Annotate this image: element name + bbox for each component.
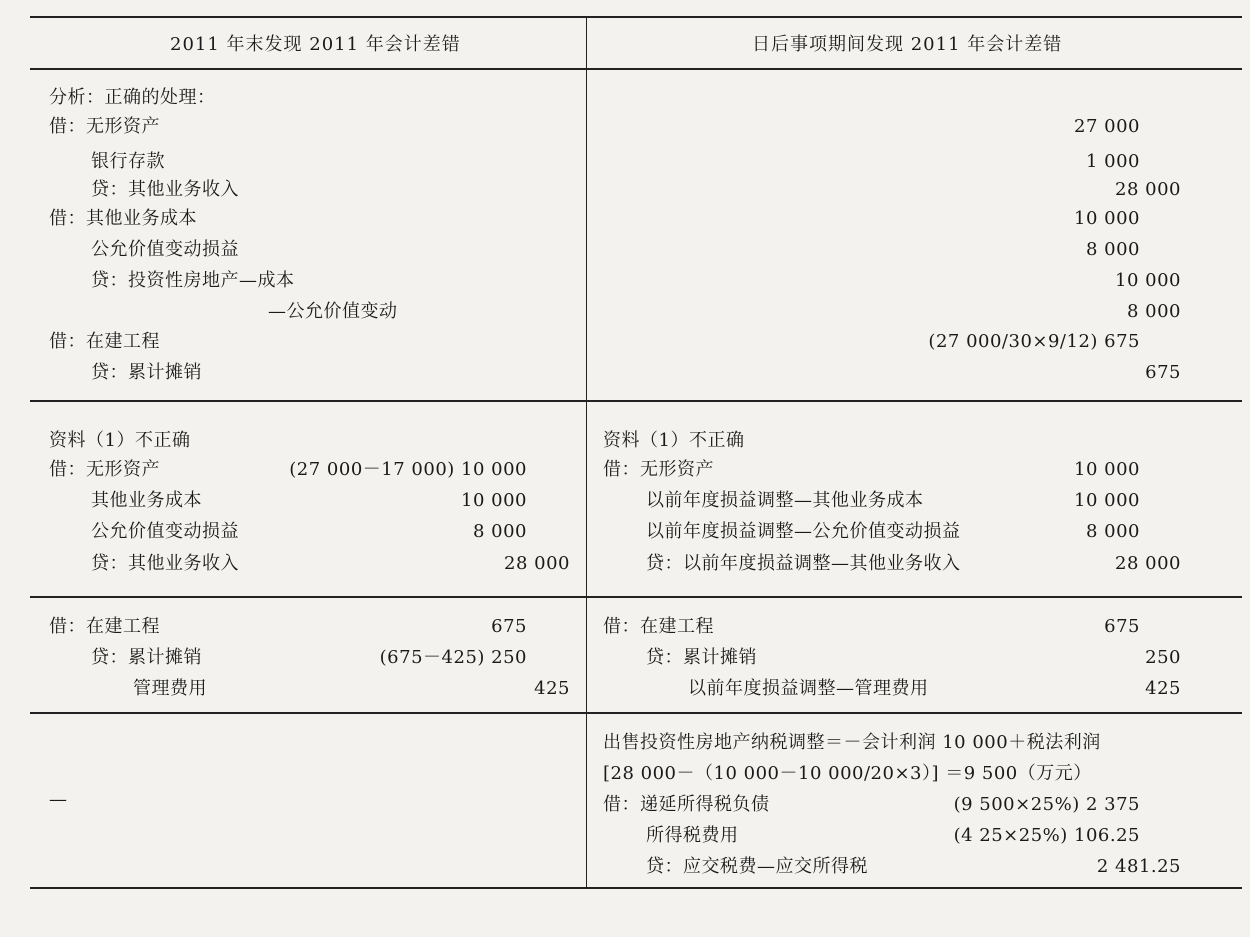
right-section-title: 资料（1）不正确 bbox=[603, 430, 745, 451]
section-divider-3 bbox=[30, 712, 1242, 714]
entry-line: 贷：投资性房地产—成本 bbox=[91, 270, 295, 291]
entry-line: 贷：累计摊销 bbox=[91, 647, 202, 668]
entry-line: 借：无形资产 bbox=[603, 459, 714, 480]
amount: 10 000 bbox=[1074, 208, 1140, 229]
amount: 8 000 bbox=[1085, 239, 1140, 260]
entry-line: 借：在建工程 bbox=[49, 616, 160, 637]
entry-line: 贷：其他业务收入 bbox=[91, 553, 239, 574]
entry-line: 以前年度损益调整—其他业务成本 bbox=[646, 490, 924, 511]
amount: 675 bbox=[1104, 616, 1140, 637]
amount: 675 bbox=[491, 616, 527, 637]
left-section-title: 资料（1）不正确 bbox=[49, 430, 191, 451]
entry-line: 借：其他业务成本 bbox=[49, 208, 197, 229]
entry-line: 借：无形资产 bbox=[49, 459, 160, 480]
amount: 27 000 bbox=[1074, 116, 1140, 137]
entry-line: 银行存款 bbox=[91, 151, 165, 172]
amount: (27 000－17 000) 10 000 bbox=[289, 459, 527, 480]
entry-line: 贷：其他业务收入 bbox=[91, 179, 239, 200]
left-column-header: 2011 年末发现 2011 年会计差错 bbox=[170, 34, 461, 55]
entry-line: 贷：以前年度损益调整—其他业务收入 bbox=[646, 553, 961, 574]
entry-line: 管理费用 bbox=[133, 678, 207, 699]
column-divider bbox=[586, 16, 587, 888]
entry-line: 公允价值变动损益 bbox=[91, 239, 239, 260]
amount: (4 25×25%) 106.25 bbox=[953, 825, 1140, 846]
amount: (675－425) 250 bbox=[379, 647, 527, 668]
entry-line: 贷：累计摊销 bbox=[91, 362, 202, 383]
amount: 10 000 bbox=[1074, 459, 1140, 480]
entry-line: 贷：应交税费—应交所得税 bbox=[646, 856, 868, 877]
entry-line: 公允价值变动损益 bbox=[91, 521, 239, 542]
empty-cell-dash: — bbox=[49, 789, 68, 810]
entry-line: 借：在建工程 bbox=[603, 616, 714, 637]
section-divider-1 bbox=[30, 400, 1242, 402]
amount: 425 bbox=[1145, 678, 1181, 699]
amount: 8 000 bbox=[1126, 301, 1181, 322]
tax-adjustment-formula: [28 000－（10 000－10 000/20×3）] ＝9 500（万元） bbox=[603, 763, 1092, 784]
table-top-rule bbox=[30, 16, 1242, 18]
entry-line: 其他业务成本 bbox=[91, 490, 202, 511]
amount: 425 bbox=[534, 678, 570, 699]
amount: 1 000 bbox=[1085, 151, 1140, 172]
entry-line: 借：递延所得税负债 bbox=[603, 794, 770, 815]
amount: 28 000 bbox=[504, 553, 570, 574]
section-divider-2 bbox=[30, 596, 1242, 598]
tax-adjustment-text: 出售投资性房地产纳税调整＝－会计利润 10 000＋税法利润 bbox=[603, 732, 1101, 753]
entry-line: 借：在建工程 bbox=[49, 331, 160, 352]
entry-line: 以前年度损益调整—管理费用 bbox=[688, 678, 929, 699]
header-bottom-rule bbox=[30, 68, 1242, 70]
right-column-header: 日后事项期间发现 2011 年会计差错 bbox=[752, 34, 1063, 55]
amount: 10 000 bbox=[461, 490, 527, 511]
amount: 28 000 bbox=[1115, 553, 1181, 574]
amount: (27 000/30×9/12) 675 bbox=[928, 331, 1140, 352]
amount: 10 000 bbox=[1074, 490, 1140, 511]
amount: 2 481.25 bbox=[1096, 856, 1181, 877]
amount: 8 000 bbox=[472, 521, 527, 542]
amount: 250 bbox=[1145, 647, 1181, 668]
amount: 675 bbox=[1145, 362, 1181, 383]
amount: 8 000 bbox=[1085, 521, 1140, 542]
entry-line: 以前年度损益调整—公允价值变动损益 bbox=[646, 521, 961, 542]
amount: (9 500×25%) 2 375 bbox=[953, 794, 1140, 815]
amount: 28 000 bbox=[1115, 179, 1181, 200]
table-bottom-rule bbox=[30, 887, 1242, 889]
entry-line: 借：无形资产 bbox=[49, 116, 160, 137]
entry-line: —公允价值变动 bbox=[268, 301, 398, 322]
amount: 10 000 bbox=[1115, 270, 1181, 291]
entry-line: 贷：累计摊销 bbox=[646, 647, 757, 668]
entry-line: 所得税费用 bbox=[646, 825, 739, 846]
analysis-title: 分析：正确的处理： bbox=[49, 87, 216, 108]
